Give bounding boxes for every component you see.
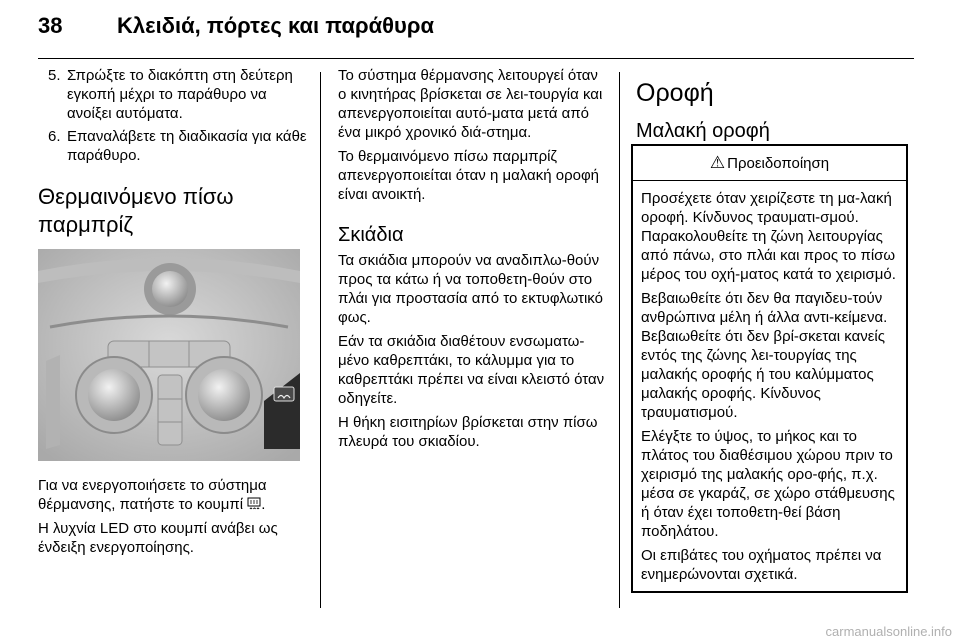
paragraph: Ελέγξτε το ύψος, το μήκος και το πλάτος του διαθέσιμου χώρου πριν το χειρισμό της μαλακής ορο-φής, π.χ. μέσα σε γκαράζ, σε χώρο στάθμευσης ή όταν έχει τοποθετη-θεί βάση ποδηλάτου. <box>641 428 895 540</box>
step-text: Σπρώξτε το διακόπτη στη δεύτερη εγκοπή μέχρι το παράθυρο να ανοίξει αυτόματα. <box>67 67 293 122</box>
page-title: Κλειδιά, πόρτες και παράθυρα <box>117 13 434 38</box>
paragraph: Η λυχνία LED στο κουμπί ανάβει ως ένδειξη ενεργοποίησης. <box>38 520 278 556</box>
paragraph: Βεβαιωθείτε ότι δεν θα παγιδευ-τούν ανθρώπινα μέλη ή άλλα αντι-κείμενα. Βεβαιωθείτε ότι δεν βρί-σκεται κανείς εντός της ζώνης λει-τουργίας της μαλακής οροφής ή του καλύμματος μαλακής οροφής. Κίνδυνος τραυματισμού. <box>641 290 888 421</box>
middle-column <box>338 66 610 456</box>
header-divider <box>38 58 914 59</box>
section-heading-sun-visors: Σκιάδια <box>338 224 404 246</box>
climate-control-panel-photo <box>38 249 300 461</box>
section-heading-roof: Οροφή <box>636 79 714 107</box>
paragraph: Η θήκη εισιτηρίων βρίσκεται στην πίσω πλευρά του σκιαδίου. <box>338 414 598 450</box>
steps-list <box>38 66 310 165</box>
paragraph: Το θερμαινόμενο πίσω παρμπρίζ απενεργοποιείται όταν η μαλακή οροφή είναι ανοικτή. <box>338 148 600 203</box>
right-column <box>636 78 914 144</box>
page-number: 38 <box>38 13 63 38</box>
list-item <box>38 127 310 165</box>
paragraph: Οι επιβάτες του οχήματος πρέπει να ενημερώνονται σχετικά. <box>641 547 882 583</box>
warning-header <box>633 146 906 181</box>
section-heading-heated-rear-window: Θερμαινόμενο πίσω παρμπρίζ <box>38 184 234 237</box>
column-divider-left <box>320 72 321 608</box>
list-item <box>38 66 310 123</box>
warning-title: Προειδοποίηση <box>727 155 830 172</box>
watermark: carmanualsonline.info <box>825 624 952 639</box>
paragraph: Τα σκιάδια μπορούν να αναδιπλω-θούν προς τα κάτω ή να τοποθετη-θούν στο πλάι για προστασία από το εκτυφλωτικό φως. <box>338 252 603 326</box>
paragraph: Προσέχετε όταν χειρίζεστε τη μα-λακή οροφή. Κίνδυνος τραυματι-σμού. Παρακολουθείτε τη ζώνη λειτουργίας από πάνω, στο πλάι και προς το πίσω μέρος του οχή-ματος κατά το χειρισμό. <box>641 190 896 283</box>
paragraph: Το σύστημα θέρμανσης λειτουργεί όταν ο κινητήρας βρίσκεται σε λει-τουργία και απενεργοποιείται αυτό-ματα μετά από ένα μικρό χρονικό διά-στημα. <box>338 67 603 141</box>
step-number: 5. <box>48 67 61 84</box>
column-divider-right <box>619 72 620 608</box>
subsection-heading-soft-top: Μαλακή οροφή <box>636 120 770 142</box>
step-number: 6. <box>48 128 61 145</box>
paragraph: Εάν τα σκιάδια διαθέτουν ενσωματω-μένο καθρεπτάκι, το κάλυμμα για το καθρεπτάκι πρέπει να είναι κλειστό όταν οδηγείτε. <box>338 333 605 407</box>
warning-body <box>633 181 906 584</box>
rear-window-heater-icon <box>247 497 261 510</box>
warning-box <box>631 144 908 593</box>
left-column <box>38 66 310 562</box>
paragraph: Για να ενεργοποιήσετε το σύστημα θέρμανσης, πατήστε το κουμπί . <box>38 477 267 513</box>
step-text: Επαναλάβετε τη διαδικασία για κάθε παράθυρο. <box>67 128 307 164</box>
page-header <box>0 0 960 54</box>
warning-triangle-icon: ⚠ <box>709 153 726 172</box>
